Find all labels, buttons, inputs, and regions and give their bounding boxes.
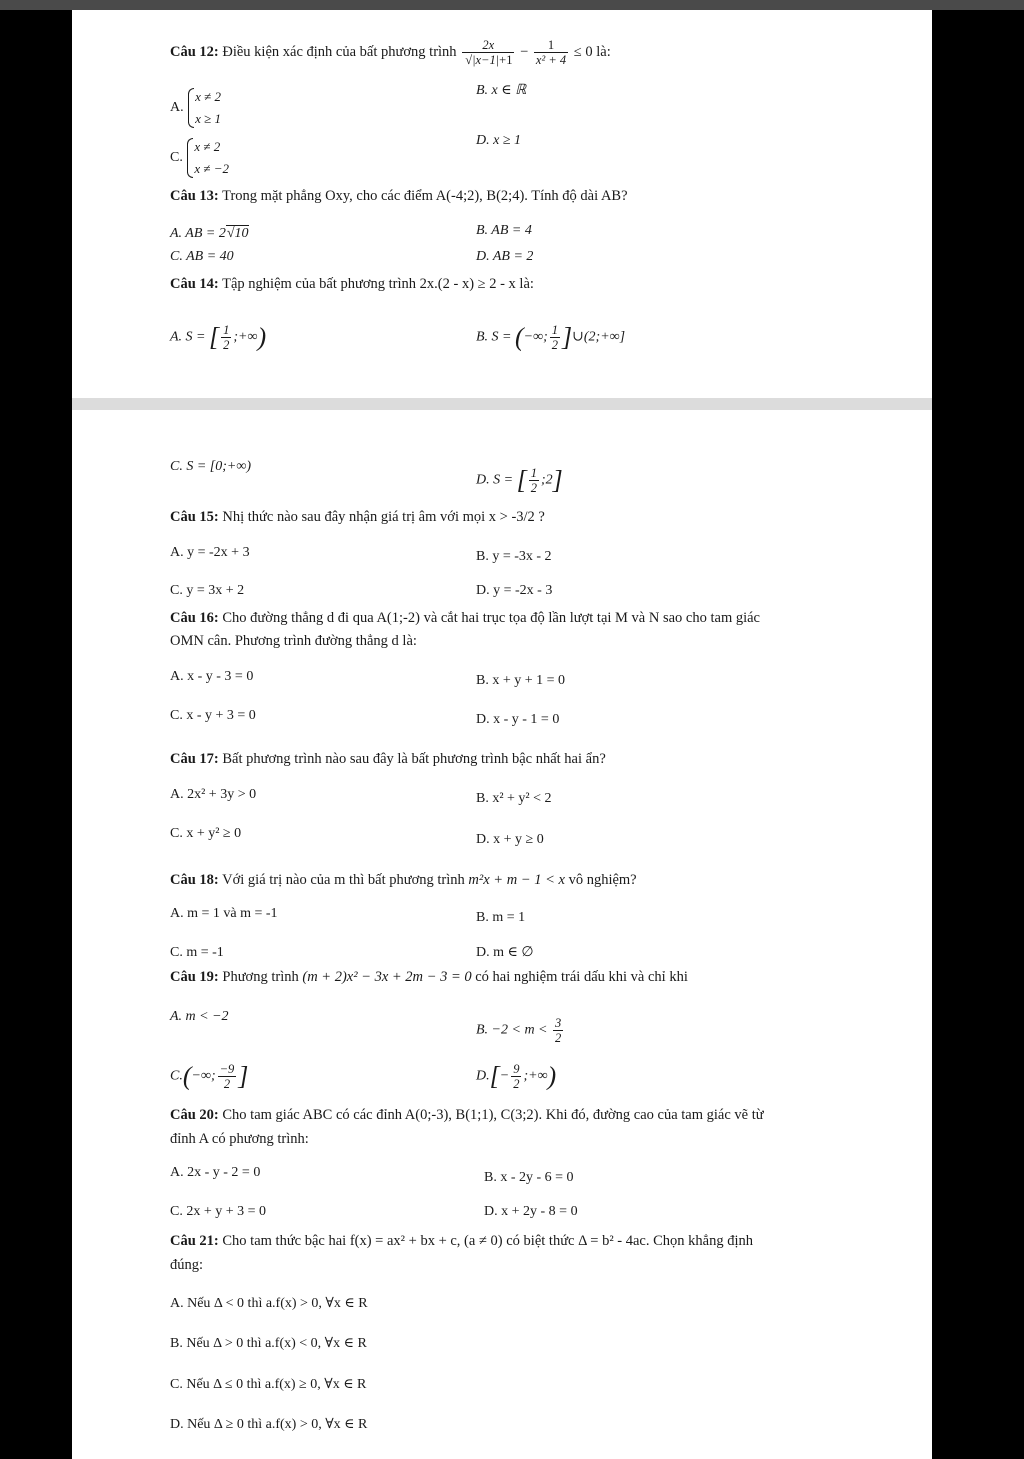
option-text: D. S = [476, 472, 514, 488]
sqrt-sign: √10 [226, 226, 249, 241]
option-text-end: ∪(2;+∞] [572, 329, 626, 345]
math-expression: (m + 2)x² − 3x + 2m − 3 = 0 [302, 969, 472, 985]
question-17 [170, 750, 606, 768]
q21-option-a: A. Nếu Δ < 0 thì a.f(x) > 0, ∀x ∈ R [170, 1296, 368, 1311]
option-text: D. [476, 1068, 490, 1084]
question-text-line-1: Cho đường thẳng d đi qua A(1;-2) và cắt hai trục tọa độ lần lượt tại M và N sao cho tam giác [222, 610, 760, 626]
denominator: 2 [223, 1077, 231, 1091]
q12-option-d: D. x ≥ 1 [476, 133, 522, 148]
q13-option-a [170, 225, 249, 243]
option-text: C. [170, 1068, 183, 1084]
question-label: Câu 21: [170, 1233, 219, 1249]
question-label: Câu 13: [170, 188, 219, 204]
question-18 [170, 871, 637, 889]
bracket-close: ) [257, 322, 267, 352]
question-label: Câu 20: [170, 1107, 219, 1123]
question-tail: có hai nghiệm trái dấu khi và chỉ khi [475, 969, 688, 985]
question-20 [170, 1106, 764, 1124]
numerator: 2x [462, 38, 514, 53]
bracket-close: ] [562, 322, 573, 352]
denominator: 2 [551, 338, 559, 352]
denominator: 2 [555, 1031, 562, 1045]
question-21-line-2: đúng: [170, 1257, 204, 1273]
question-text-line-1: Cho tam giác ABC có các đỉnh A(0;-3), B(1;1), C(3;2). Khi đó, đường cao của tam giác vẽ từ [222, 1107, 764, 1123]
question-text: Với giá trị nào của m thì bất phương trình [222, 872, 465, 888]
question-text: Điều kiện xác định của bất phương trình [222, 43, 457, 60]
q14-option-d [476, 466, 563, 495]
q13-option-d: D. AB = 2 [476, 249, 534, 264]
option-text-mid: −∞; [523, 329, 548, 345]
q17-option-c: C. x + y² ≥ 0 [170, 826, 242, 841]
top-status-bar [0, 0, 1024, 10]
option-text: A. S = [170, 329, 206, 345]
fraction [221, 323, 231, 352]
question-tail: vô nghiệm? [568, 872, 637, 888]
system-line-2: x ≠ −2 [194, 161, 230, 176]
q19-option-c [170, 1062, 248, 1091]
equation-system [187, 86, 221, 130]
q16-option-b: B. x + y + 1 = 0 [476, 673, 566, 688]
question-20-line-2: đỉnh A có phương trình: [170, 1131, 309, 1147]
question-19 [170, 968, 688, 986]
q20-option-c: C. 2x + y + 3 = 0 [170, 1204, 267, 1219]
q16-option-d: D. x - y - 1 = 0 [476, 712, 560, 727]
q12-option-b: B. x ∈ ℝ [476, 83, 527, 98]
numerator: 1 [534, 38, 568, 53]
math-expression: m²x + m − 1 < x [468, 872, 565, 888]
question-15 [170, 508, 545, 526]
option-text-end: ;2 [540, 472, 553, 488]
option-text-mid: −∞; [191, 1068, 216, 1084]
numerator: 1 [530, 466, 537, 480]
q20-option-d: D. x + 2y - 8 = 0 [484, 1204, 578, 1219]
bracket-close: ) [547, 1061, 557, 1091]
system-line-1: x ≠ 2 [194, 139, 221, 154]
question-16-line-2: OMN cân. Phương trình đường thẳng d là: [170, 633, 417, 649]
question-13 [170, 187, 628, 205]
q21-option-d: D. Nếu Δ ≥ 0 thì a.f(x) > 0, ∀x ∈ R [170, 1417, 368, 1432]
q15-option-b: B. y = -3x - 2 [476, 549, 552, 564]
q15-option-a: A. y = -2x + 3 [170, 545, 250, 560]
question-text: Tập nghiệm của bất phương trình 2x.(2 - x) ≥ 2 - x là: [222, 276, 534, 292]
q20-option-b: B. x - 2y - 6 = 0 [484, 1170, 574, 1185]
option-label: A. [170, 100, 184, 116]
denominator: 2 [530, 481, 537, 495]
q13-option-b: B. AB = 4 [476, 223, 532, 238]
page-divider [72, 398, 932, 410]
q16-option-a: A. x - y - 3 = 0 [170, 669, 254, 684]
fraction-2 [534, 38, 568, 67]
fraction [529, 466, 539, 495]
q13-option-c: C. AB = 40 [170, 249, 234, 264]
system-line-1: x ≠ 2 [195, 89, 222, 104]
question-label: Câu 17: [170, 751, 219, 767]
bracket-close: ] [552, 465, 563, 495]
question-text: Bất phương trình nào sau đây là bất phương trình bậc nhất hai ẩn? [222, 751, 606, 767]
sqrt-sign: √|x−1|+1 [465, 53, 513, 67]
numerator: 1 [551, 323, 559, 337]
bracket-close: ] [238, 1061, 249, 1091]
numerator: 3 [555, 1016, 562, 1030]
question-label: Câu 15: [170, 509, 219, 525]
bracket-open: [ [516, 465, 527, 495]
numerator: 1 [223, 323, 230, 337]
denominator: x² + 4 [535, 53, 567, 67]
q18-option-d: D. m ∈ ∅ [476, 945, 534, 960]
radicand-plus: +1 [499, 53, 513, 67]
question-12 [170, 38, 611, 67]
fraction [218, 1062, 237, 1091]
option-text: B. S = [476, 329, 512, 345]
numerator: −9 [219, 1062, 235, 1076]
equation-system [186, 136, 229, 180]
q17-option-a: A. 2x² + 3y > 0 [170, 787, 257, 802]
question-14 [170, 275, 534, 293]
question-label: Câu 16: [170, 610, 219, 626]
q21-option-b: B. Nếu Δ > 0 thì a.f(x) < 0, ∀x ∈ R [170, 1336, 367, 1351]
q12-option-c [170, 136, 229, 180]
q15-option-c: C. y = 3x + 2 [170, 583, 245, 598]
question-16 [170, 609, 760, 627]
q21-option-c: C. Nếu Δ ≤ 0 thì a.f(x) ≥ 0, ∀x ∈ R [170, 1377, 367, 1392]
q19-option-d [476, 1062, 556, 1091]
question-text-line-1: Cho tam thức bậc hai f(x) = ax² + bx + c, (a ≠ 0) có biệt thức Δ = b² - 4ac. Chọn khẳng định [222, 1233, 753, 1249]
document-page-2 [72, 410, 932, 1459]
q20-option-a: A. 2x - y - 2 = 0 [170, 1165, 261, 1180]
denominator: 2 [223, 338, 230, 352]
q17-option-b: B. x² + y² < 2 [476, 791, 552, 806]
denominator: 2 [513, 1077, 520, 1091]
numerator: 9 [513, 1062, 520, 1076]
q19-option-a: A. m < −2 [170, 1009, 229, 1024]
q19-option-b [476, 1016, 565, 1045]
radicand: |x−1| [472, 53, 500, 67]
option-text: A. AB = 2 [170, 226, 226, 241]
option-text-end: ;+∞ [523, 1068, 548, 1084]
option-text-mid: − [499, 1068, 510, 1084]
question-label: Câu 19: [170, 969, 219, 985]
option-text: B. −2 < m < [476, 1022, 548, 1038]
q14-option-b [476, 323, 625, 352]
fraction [550, 323, 560, 352]
bracket-open: [ [209, 322, 220, 352]
bracket-open: ( [515, 322, 524, 352]
question-text: Trong mặt phẳng Oxy, cho các điểm A(-4;2), B(2;4). Tính độ dài AB? [222, 188, 628, 204]
system-line-2: x ≥ 1 [195, 111, 222, 126]
question-label: Câu 18: [170, 872, 219, 888]
option-text-end: ;+∞ [233, 329, 258, 345]
bracket-open: [ [489, 1061, 500, 1091]
question-tail: ≤ 0 là: [573, 43, 611, 60]
q15-option-d: D. y = -2x - 3 [476, 583, 553, 598]
question-text: Phương trình [222, 969, 299, 985]
question-21 [170, 1232, 753, 1250]
option-label: C. [170, 150, 183, 166]
document-page-1 [72, 10, 932, 398]
radicand: 10 [234, 226, 249, 241]
q16-option-c: C. x - y + 3 = 0 [170, 708, 256, 723]
bracket-open: ( [182, 1061, 192, 1091]
q18-option-a: A. m = 1 và m = -1 [170, 906, 278, 921]
minus-sign: − [520, 43, 529, 60]
q12-option-a [170, 86, 221, 130]
q14-option-a [170, 323, 266, 352]
q17-option-d: D. x + y ≥ 0 [476, 832, 544, 847]
fraction [511, 1062, 521, 1091]
question-label: Câu 12: [170, 43, 219, 60]
q18-option-b: B. m = 1 [476, 910, 526, 925]
question-text: Nhị thức nào sau đây nhận giá trị âm với mọi x > -3/2 ? [222, 509, 545, 525]
q18-option-c: C. m = -1 [170, 945, 224, 960]
fraction [553, 1016, 563, 1045]
question-label: Câu 14: [170, 276, 219, 292]
q14-option-c: C. S = [0;+∞) [170, 459, 251, 474]
fraction-1 [462, 38, 514, 67]
